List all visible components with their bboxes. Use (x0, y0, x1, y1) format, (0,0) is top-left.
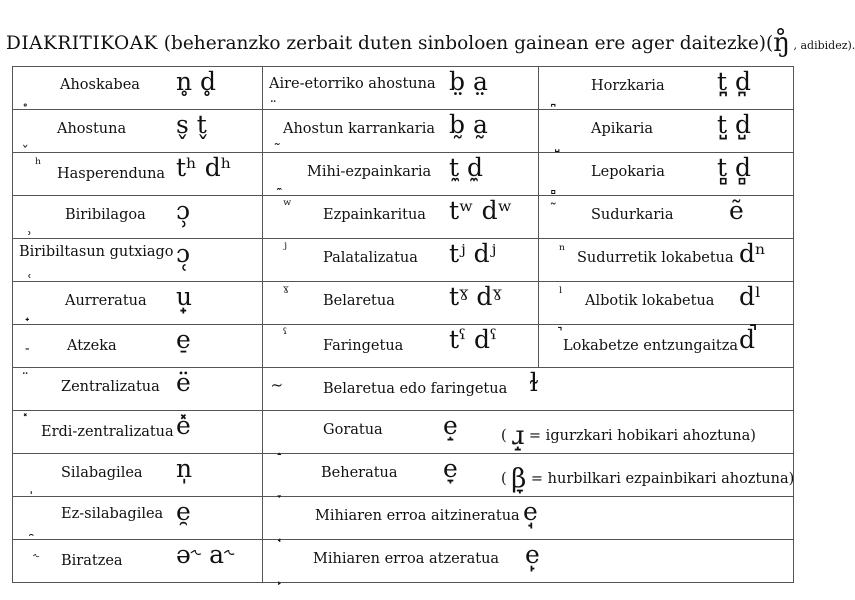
diacritic-examples: t̻ d̻ (717, 153, 751, 182)
diacritic-cell (13, 454, 263, 497)
diacritic-examples: e̠ (176, 325, 191, 354)
diacritic-examples: e̯ (176, 497, 191, 526)
diacritic-label: Ez-silabagilea (61, 506, 164, 522)
diacritic-examples: tʲ dʲ (449, 239, 497, 268)
diacritic-label: Ahostun karrankaria (283, 121, 436, 137)
diacritic-cell (539, 153, 794, 196)
diacritic-cell (13, 196, 263, 239)
table-row (13, 540, 794, 583)
diacritic-cell (263, 368, 794, 411)
diacritic-cell (263, 110, 539, 153)
table-row (13, 454, 794, 497)
table-row (13, 282, 794, 325)
diacritic-label: Palatalizatua (323, 250, 418, 266)
diacritic-cell (539, 325, 794, 368)
diacritic-cell (13, 282, 263, 325)
diacritic-label: Zentralizatua (61, 379, 160, 395)
diacritic-examples: ɔ̜ (176, 239, 191, 268)
diacritic-label: Biribilagoa (65, 207, 146, 223)
title-main: DIAKRITIKOAK (6, 33, 158, 54)
diacritics-table (12, 66, 794, 583)
diacritic-label: Silabagilea (61, 465, 143, 481)
diacritic-examples: tʷ dʷ (449, 196, 513, 225)
table-row (13, 411, 794, 454)
diacritic-cell (263, 67, 539, 110)
diacritic-examples: s̬ t̬ (176, 110, 207, 139)
diacritic-examples: n̥ d̥ (176, 67, 217, 96)
diacritic-note (501, 466, 794, 492)
diacritic-examples: e̙ (525, 540, 540, 569)
diacritic-label: Mihiaren erroa aitzineratua (315, 508, 520, 524)
table-row (13, 497, 794, 540)
diacritic-cell (263, 454, 794, 497)
diacritic-cell (13, 153, 263, 196)
diacritic-label: Albotik lokabetua (585, 293, 715, 309)
diacritic-cell (13, 411, 263, 454)
diacritic-cell (13, 325, 263, 368)
diacritic-examples: tʰ dʰ (176, 153, 232, 182)
diacritic-label: Ezpainkaritua (323, 207, 426, 223)
diacritic-label: Biribiltasun gutxiago (19, 244, 174, 260)
diacritic-cell (263, 153, 539, 196)
diacritic-examples: ə˞ a˞ (176, 540, 235, 569)
diacritic-examples: e̘ (523, 497, 538, 526)
diacritic-cell (263, 239, 539, 282)
diacritic-label: Horzkaria (591, 78, 665, 94)
table-row (13, 325, 794, 368)
page-title (6, 26, 855, 60)
diacritic-label: Sudurretik lokabetua (577, 250, 734, 266)
diacritic-cell (263, 196, 539, 239)
diacritic-examples: e̽ (176, 411, 191, 440)
diacritic-label: Belaretua (323, 293, 395, 309)
diacritic-cell (539, 239, 794, 282)
note-open-paren: ( (501, 471, 512, 487)
diacritic-note (501, 423, 756, 449)
diacritic-cell (539, 282, 794, 325)
diacritic-examples: d̚ (739, 325, 756, 354)
diacritic-examples: ɫ (529, 368, 539, 397)
diacritic-mark: ʷ (283, 196, 292, 214)
diacritic-examples: u̟ (176, 282, 193, 311)
diacritic-label: Hasperenduna (57, 166, 166, 182)
table-row (13, 110, 794, 153)
diacritic-mark: ˞ (33, 548, 40, 566)
diacritic-cell (263, 411, 794, 454)
diacritic-examples: b̤ a̤ (449, 67, 488, 96)
diacritic-cell (13, 540, 263, 583)
diacritic-examples: n̩ (176, 454, 193, 483)
diacritic-label: Atzeka (67, 338, 117, 354)
diacritic-examples: b̰ a̰ (449, 110, 488, 139)
diacritic-mark: ˡ (559, 284, 563, 302)
diacritic-mark: ⁿ (559, 241, 566, 259)
diacritic-cell (13, 239, 263, 282)
table-row (13, 368, 794, 411)
diacritic-label: Lepokaria (591, 164, 665, 180)
note-symbol: β̞ (511, 464, 527, 494)
diacritic-cell (13, 368, 263, 411)
diacritic-examples: t̺ d̺ (717, 110, 751, 139)
diacritic-label: Belaretua edo faringetua (323, 381, 508, 397)
diacritic-label: Goratua (323, 422, 383, 438)
diacritic-label: Apikaria (591, 121, 654, 137)
diacritic-examples: dˡ (739, 282, 762, 311)
diacritic-label: Biratzea (61, 553, 123, 569)
diacritic-cell (13, 497, 263, 540)
diacritic-label: Beheratua (321, 465, 398, 481)
diacritic-label: Sudurkaria (591, 207, 674, 223)
diacritic-cell (263, 282, 539, 325)
diacritic-label: Aire-etorriko ahostuna (269, 76, 436, 92)
title-note: , adibidez). (790, 39, 855, 52)
diacritic-mark: ʲ (283, 239, 287, 257)
diacritic-examples: e̞ (443, 454, 458, 483)
diacritic-label: Ahostuna (57, 121, 127, 137)
diacritic-cell (263, 497, 794, 540)
diacritic-examples: t̼ d̼ (449, 153, 483, 182)
diacritic-mark: ˤ (283, 325, 288, 343)
table-row (13, 67, 794, 110)
diacritic-cell (13, 67, 263, 110)
diacritic-mark: ˠ (283, 282, 289, 300)
title-description: (beheranzko zerbait duten sinboloen gainean ere ager daitezke)( (157, 33, 774, 54)
diacritic-cell (263, 325, 539, 368)
diacritic-examples: dⁿ (739, 239, 766, 268)
diacritic-label: Mihiaren erroa atzeratua (313, 551, 500, 567)
note-symbol: ɹ̝ (511, 421, 525, 451)
diacritic-label: Faringetua (323, 338, 404, 354)
diacritic-label: Aurreratua (65, 293, 147, 309)
diacritic-examples: ɔ̹ (176, 196, 191, 225)
diacritic-mark: ʰ (35, 155, 42, 173)
note-text: = igurzkari hobikari ahoztuna) (524, 428, 756, 444)
diacritic-cell (539, 67, 794, 110)
diacritic-examples: ẽ (729, 196, 744, 225)
diacritic-cell (13, 110, 263, 153)
diacritic-cell (263, 540, 794, 583)
note-text: = hurbilkari ezpainbikari ahoztuna) (526, 471, 795, 487)
table-row (13, 153, 794, 196)
table-row (13, 239, 794, 282)
table-row (13, 196, 794, 239)
diacritic-label: Lokabetze entzungaitza (563, 338, 739, 354)
diacritic-cell (539, 110, 794, 153)
diacritic-label: Ahoskabea (60, 77, 140, 93)
title-example-symbol: ŋ̊ (773, 28, 790, 58)
diacritic-cell (539, 196, 794, 239)
note-open-paren: ( (501, 428, 512, 444)
diacritic-label: Mihi-ezpainkaria (307, 164, 432, 180)
diacritic-label: Erdi-zentralizatua (41, 424, 174, 440)
diacritic-examples: tˠ dˠ (449, 282, 502, 311)
diacritic-examples: e̝ (443, 411, 458, 440)
diacritic-examples: tˤ dˤ (449, 325, 498, 354)
diacritic-examples: t̪ d̪ (717, 67, 751, 96)
diacritic-examples: ë (176, 368, 191, 397)
